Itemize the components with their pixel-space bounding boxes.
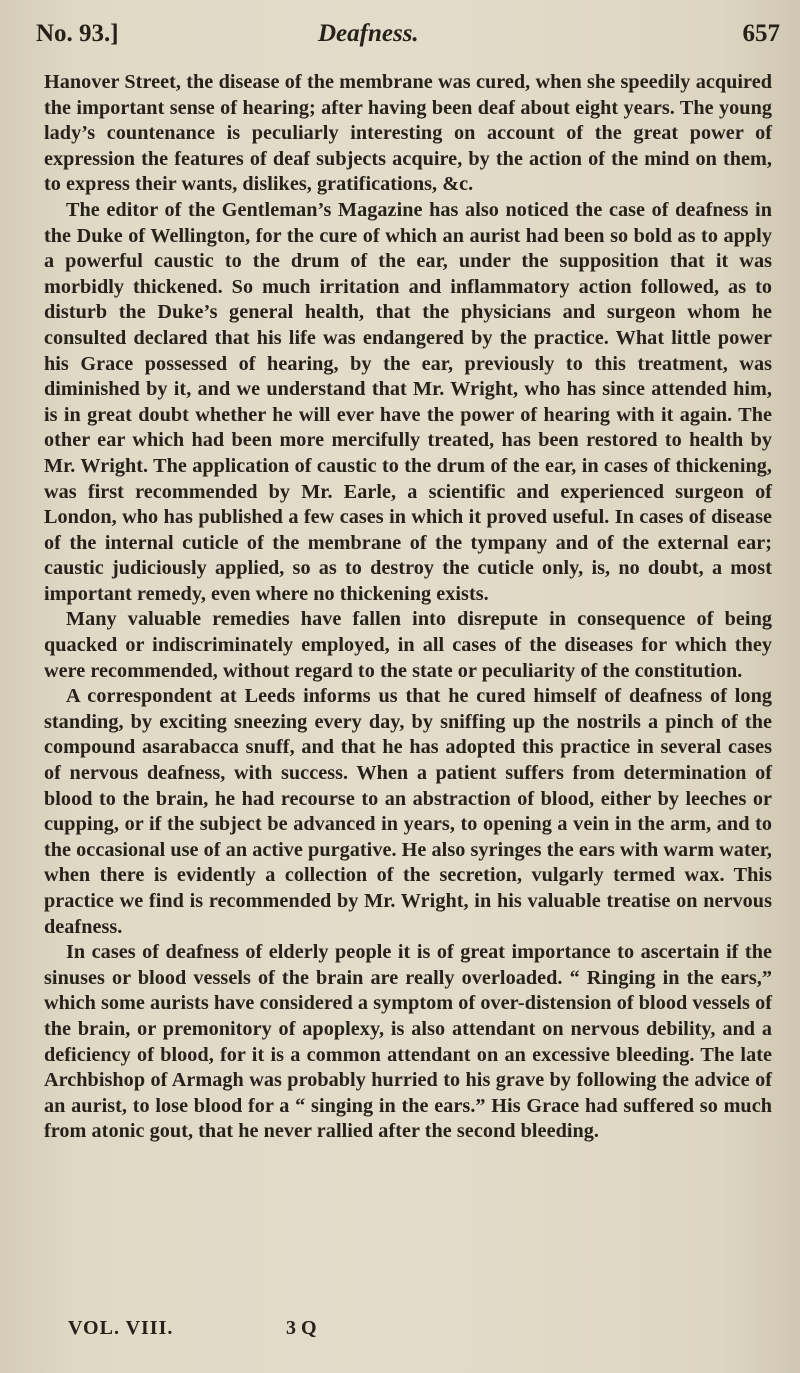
running-title: Deafness. (318, 20, 419, 47)
volume-label: VOL. VIII. (68, 1317, 174, 1339)
page-number: 657 (742, 20, 780, 47)
paragraph-2: The editor of the Gentleman’s Magazine has also noticed the case of deafness in the Duke of Wellington, for the cure of which an aurist had been so bold as to apply a powerful caustic to the drum of the ear, under the supposition that it was morbidly thickened. So much irritation and inflammatory action followed, as to disturb the Duke’s general health, that the physicians and surgeon whom he consulted declared that his life was endangered by the practice. What little power his Grace possessed of hearing, by the ear, previously to this treatment, was diminished by it, and we understand that Mr. Wright, who has since attended him, is in great doubt whether he will ever have the power of hearing with it again. The other ear which had been more mercifully treated, has been restored to health by Mr. Wright. The application of caustic to the drum of the ear, in cases of thickening, was first recommended by Mr. Earle, a scientific and experienced surgeon of London, who has published a few cases in which it proved useful. In cases of disease of the internal cuticle of the membrane of the tympany and of the external ear; caustic judiciously applied, so as to destroy the cuticle only, is, no doubt, a most important remedy, even where no thickening exists. (44, 198, 772, 605)
paragraph-5: In cases of deafness of elderly people it is of great importance to ascertain if the sinuses or blood vessels of the brain are really overloaded. “ Ringing in the ears,” which some aurists have considered a symptom of over-distension of blood vessels of the brain, or premonitory of apoplexy, is also attendant on nervous debility, and a deficiency of blood, for it is a common attendant on an excessive bleeding. The late Archbishop of Armagh was probably hurried to his grave by following the advice of an aurist, to lose blood for a “ singing in the ears.” His Grace had suffered so much from atonic gout, that he never rallied after the second bleeding. (44, 941, 772, 1143)
body-text (44, 70, 772, 1145)
page-footer (68, 1317, 468, 1345)
running-header (36, 16, 780, 56)
issue-number: No. 93.] (36, 20, 119, 47)
paragraph-3: Many valuable remedies have fallen into disrepute in consequence of being quacked or indiscriminately employed, in all cases of the diseases for which they were recommended, without regard to the state or peculiarity of the constitution. (44, 608, 772, 682)
signature-mark: 3 Q (286, 1317, 317, 1339)
paragraph-4: A correspondent at Leeds informs us that he cured himself of deafness of long standing, by exciting sneezing every day, by sniffing up the nostrils a pinch of the compound asarabacca snuff, and that he has adopted this practice in several cases of nervous deafness, with success. When a patient suffers from determination of blood to the brain, he had recourse to an abstraction of blood, either by leeches or cupping, or if the subject be advanced in years, to opening a vein in the arm, and to the occasional use of an active purgative. He also syringes the ears with warm water, when there is evidently a collection of the secretion, vulgarly termed wax. This practice we find is recommended by Mr. Wright, in his valuable treatise on nervous deafness. (44, 685, 772, 938)
paragraph-1: Hanover Street, the disease of the membrane was cured, when she speedily acquired the important sense of hearing; after having been deaf about eight years. The young lady’s countenance is peculiarly interesting on account of the great power of expression the features of deaf subjects acquire, by the action of the mind on them, to express their wants, dislikes, gratifications, &c. (44, 71, 772, 196)
